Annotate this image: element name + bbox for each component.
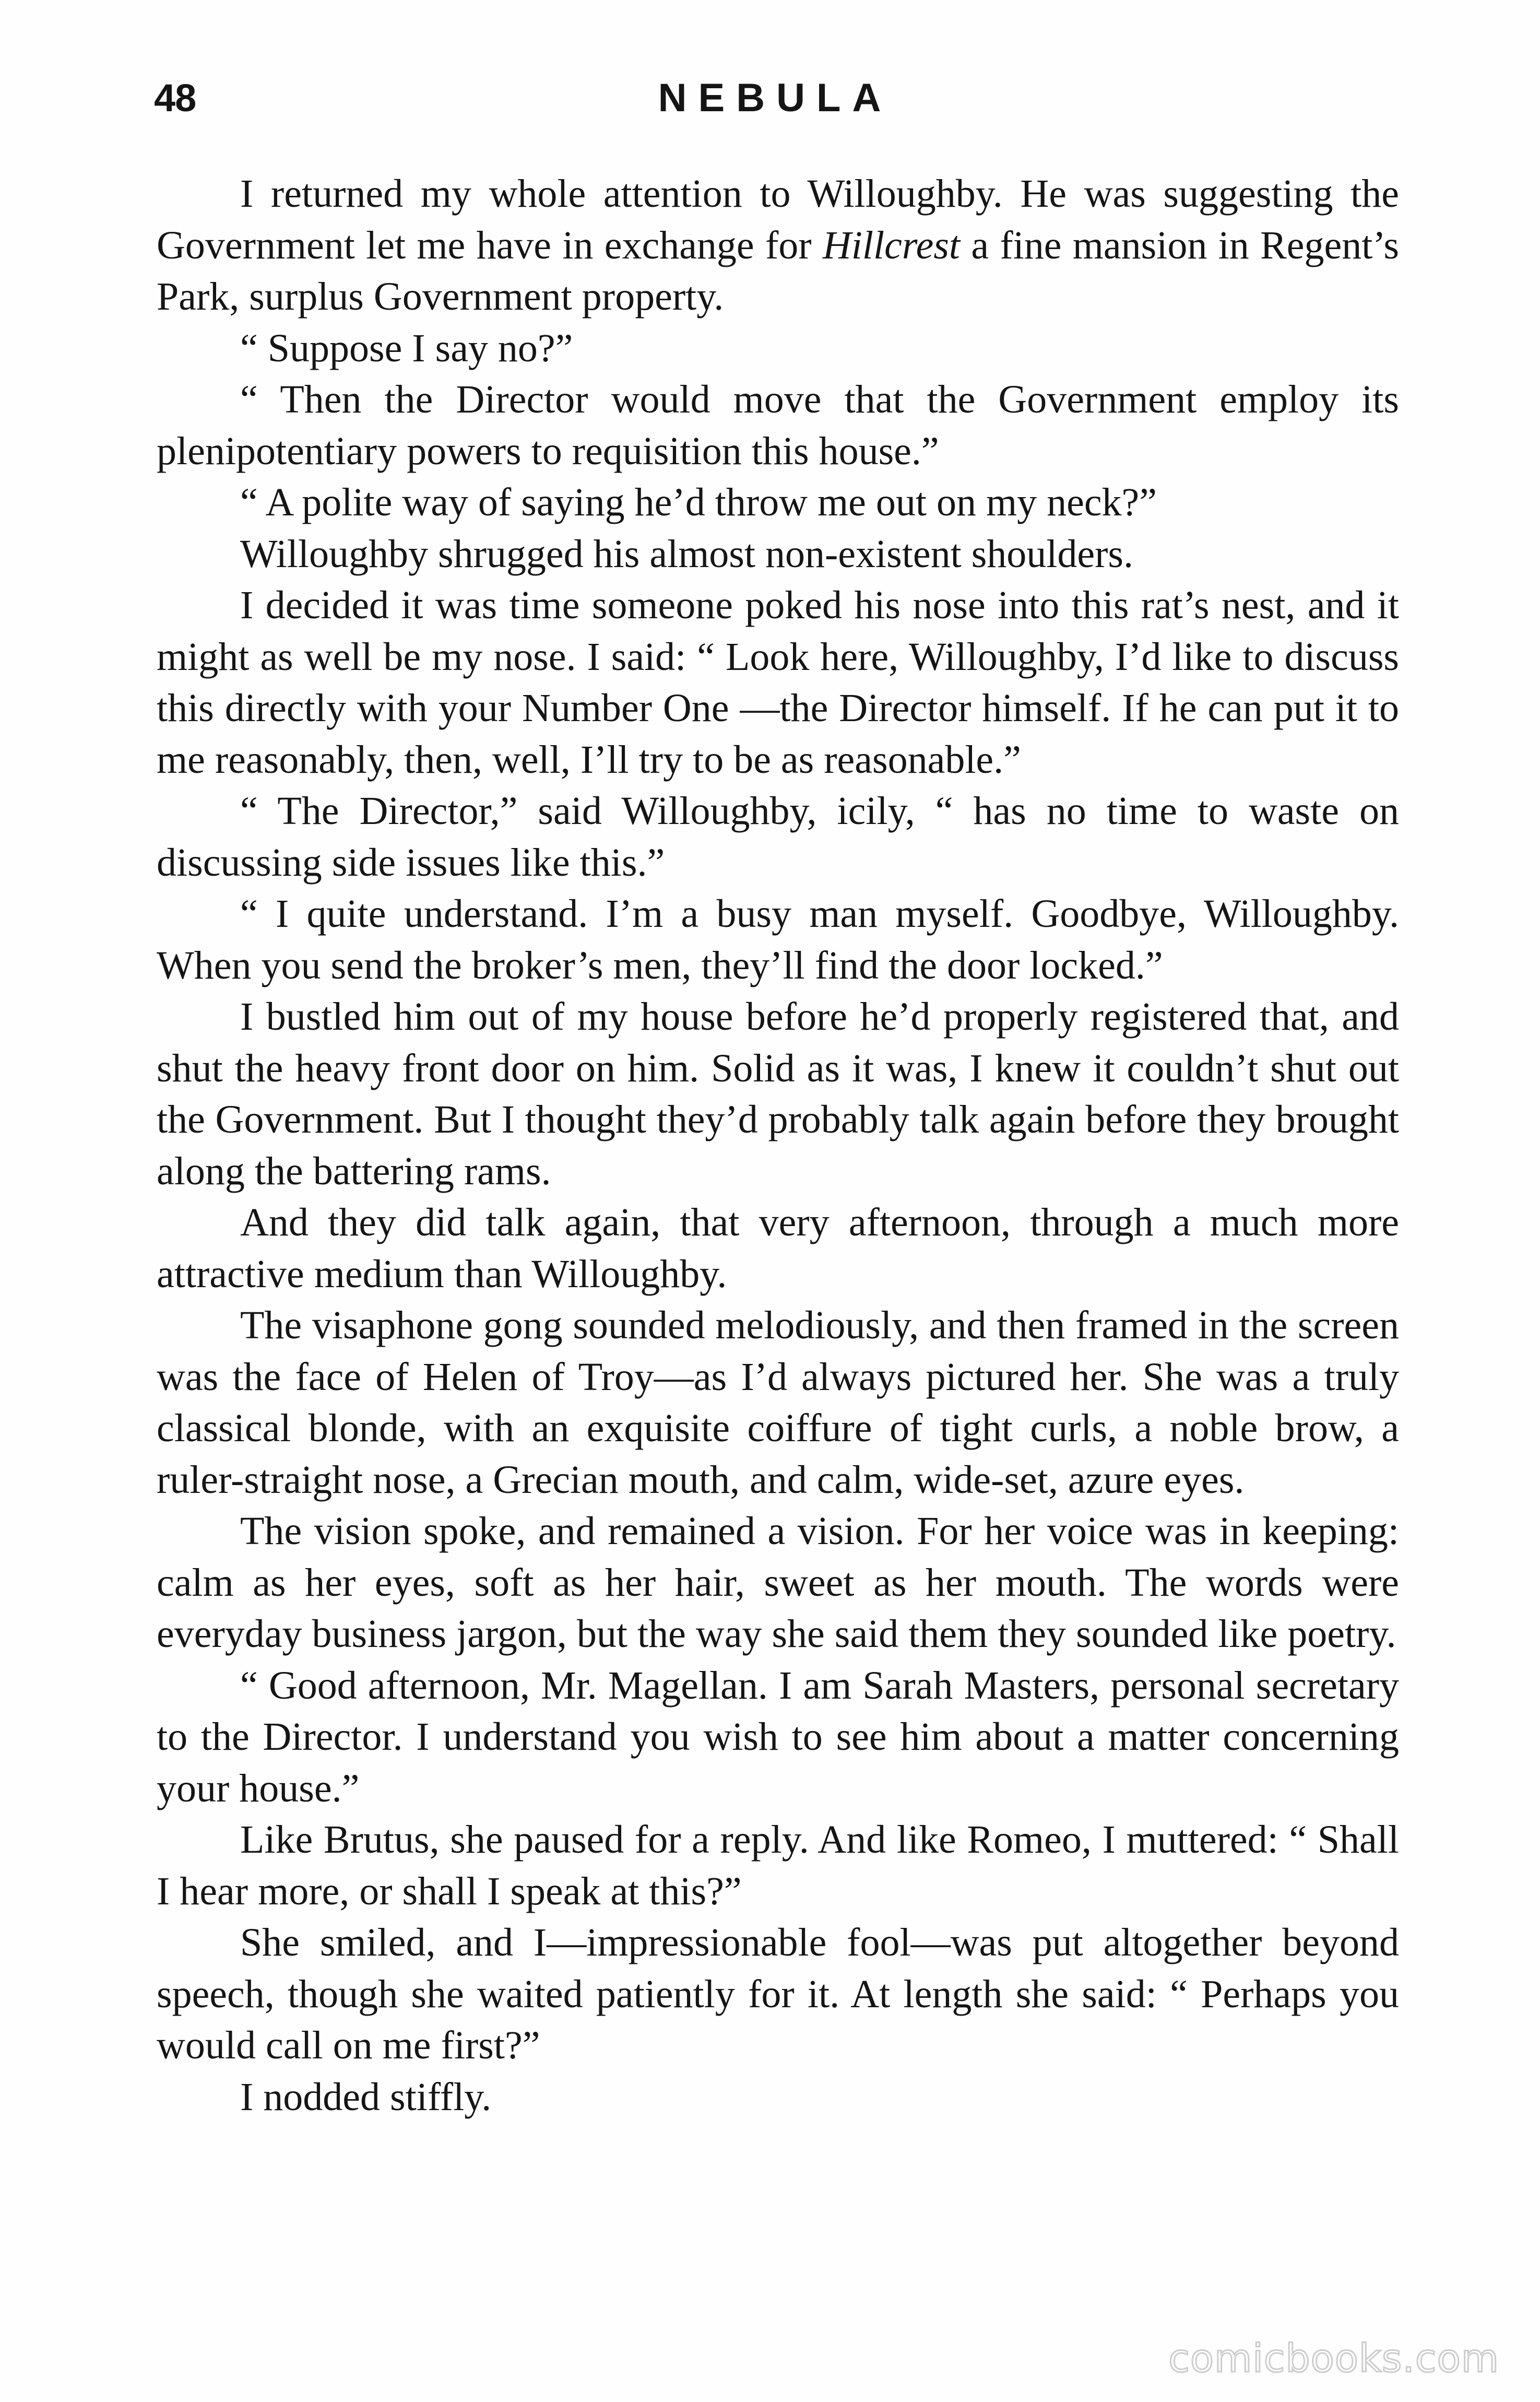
paragraph: “ I quite understand. I’m a busy man myself. Goodbye, Willoughby. When you send the broker’s men, they’ll find the door locked.” xyxy=(157,892,1399,987)
paragraph: “ A polite way of saying he’d throw me out on my neck?” xyxy=(240,480,1157,524)
paragraph: Like Brutus, she paused for a reply. And like Romeo, I muttered: “ Shall I hear more, or shall I speak at this?” xyxy=(157,1818,1399,1913)
paragraph: I nodded stiffly. xyxy=(240,2075,492,2119)
paragraph: I decided it was time someone poked his nose into this rat’s nest, and it might as well be my nose. I said: “ Look here, Willoughby, I’d like to discuss this directly with your Number One —the Director himself. If he can put it to me reasonably, then, well, I’ll try to be as reasonable.” xyxy=(157,583,1399,782)
watermark: comicbooks.com xyxy=(1168,2336,1499,2381)
paragraph: “ Suppose I say no?” xyxy=(240,326,573,370)
paragraph: The vision spoke, and remained a vision. For her voice was in keeping: calm as her eyes, soft as her hair, sweet as her mouth. The words were everyday business jargon, but the way she said them they sounded like poetry. xyxy=(157,1509,1399,1656)
paragraph: I returned my whole attention to Willoughby. He was suggesting the Government let me have in exchange for Hillcrest a fine mansion in Regent’s Park, surplus Government property. xyxy=(157,172,1399,319)
paragraph: “ Then the Director would move that the Government employ its plenipotentiary powers to requisition this house.” xyxy=(157,378,1399,473)
paragraph: She smiled, and I—impressionable fool—was put altogether beyond speech, though she waited patiently for it. At length she said: “ Perhaps you would call on me first?” xyxy=(157,1921,1399,2067)
paragraph: And they did talk again, that very afternoon, through a much more attractive medium than Willoughby. xyxy=(157,1200,1399,1296)
running-title: NEBULA xyxy=(658,76,893,120)
body-text xyxy=(157,168,1399,2123)
paragraph: “ Good afternoon, Mr. Magellan. I am Sarah Masters, personal secretary to the Director. I understand you wish to see him about a matter concerning your house.” xyxy=(157,1663,1399,1810)
paragraph: The visaphone gong sounded melodiously, and then framed in the screen was the face of Helen of Troy—as I’d always pictured her. She was a truly classical blonde, with an exquisite coiffure of tight curls, a noble brow, a ruler-straight nose, a Grecian mouth, and calm, wide-set, azure eyes. xyxy=(157,1303,1399,1502)
page-number: 48 xyxy=(154,76,196,120)
paragraph: Willoughby shrugged his almost non-existent shoulders. xyxy=(240,532,1134,576)
paragraph: “ The Director,” said Willoughby, icily, “ has no time to waste on discussing side issues like this.” xyxy=(157,789,1399,885)
running-head xyxy=(154,67,1396,129)
paragraph: I bustled him out of my house before he’d properly registered that, and shut the heavy front door on him. Solid as it was, I knew it couldn’t shut out the Government. But I thought they’d probably talk again before they brought along the battering rams. xyxy=(157,995,1399,1193)
italic-house-name: Hillcrest xyxy=(822,223,961,267)
